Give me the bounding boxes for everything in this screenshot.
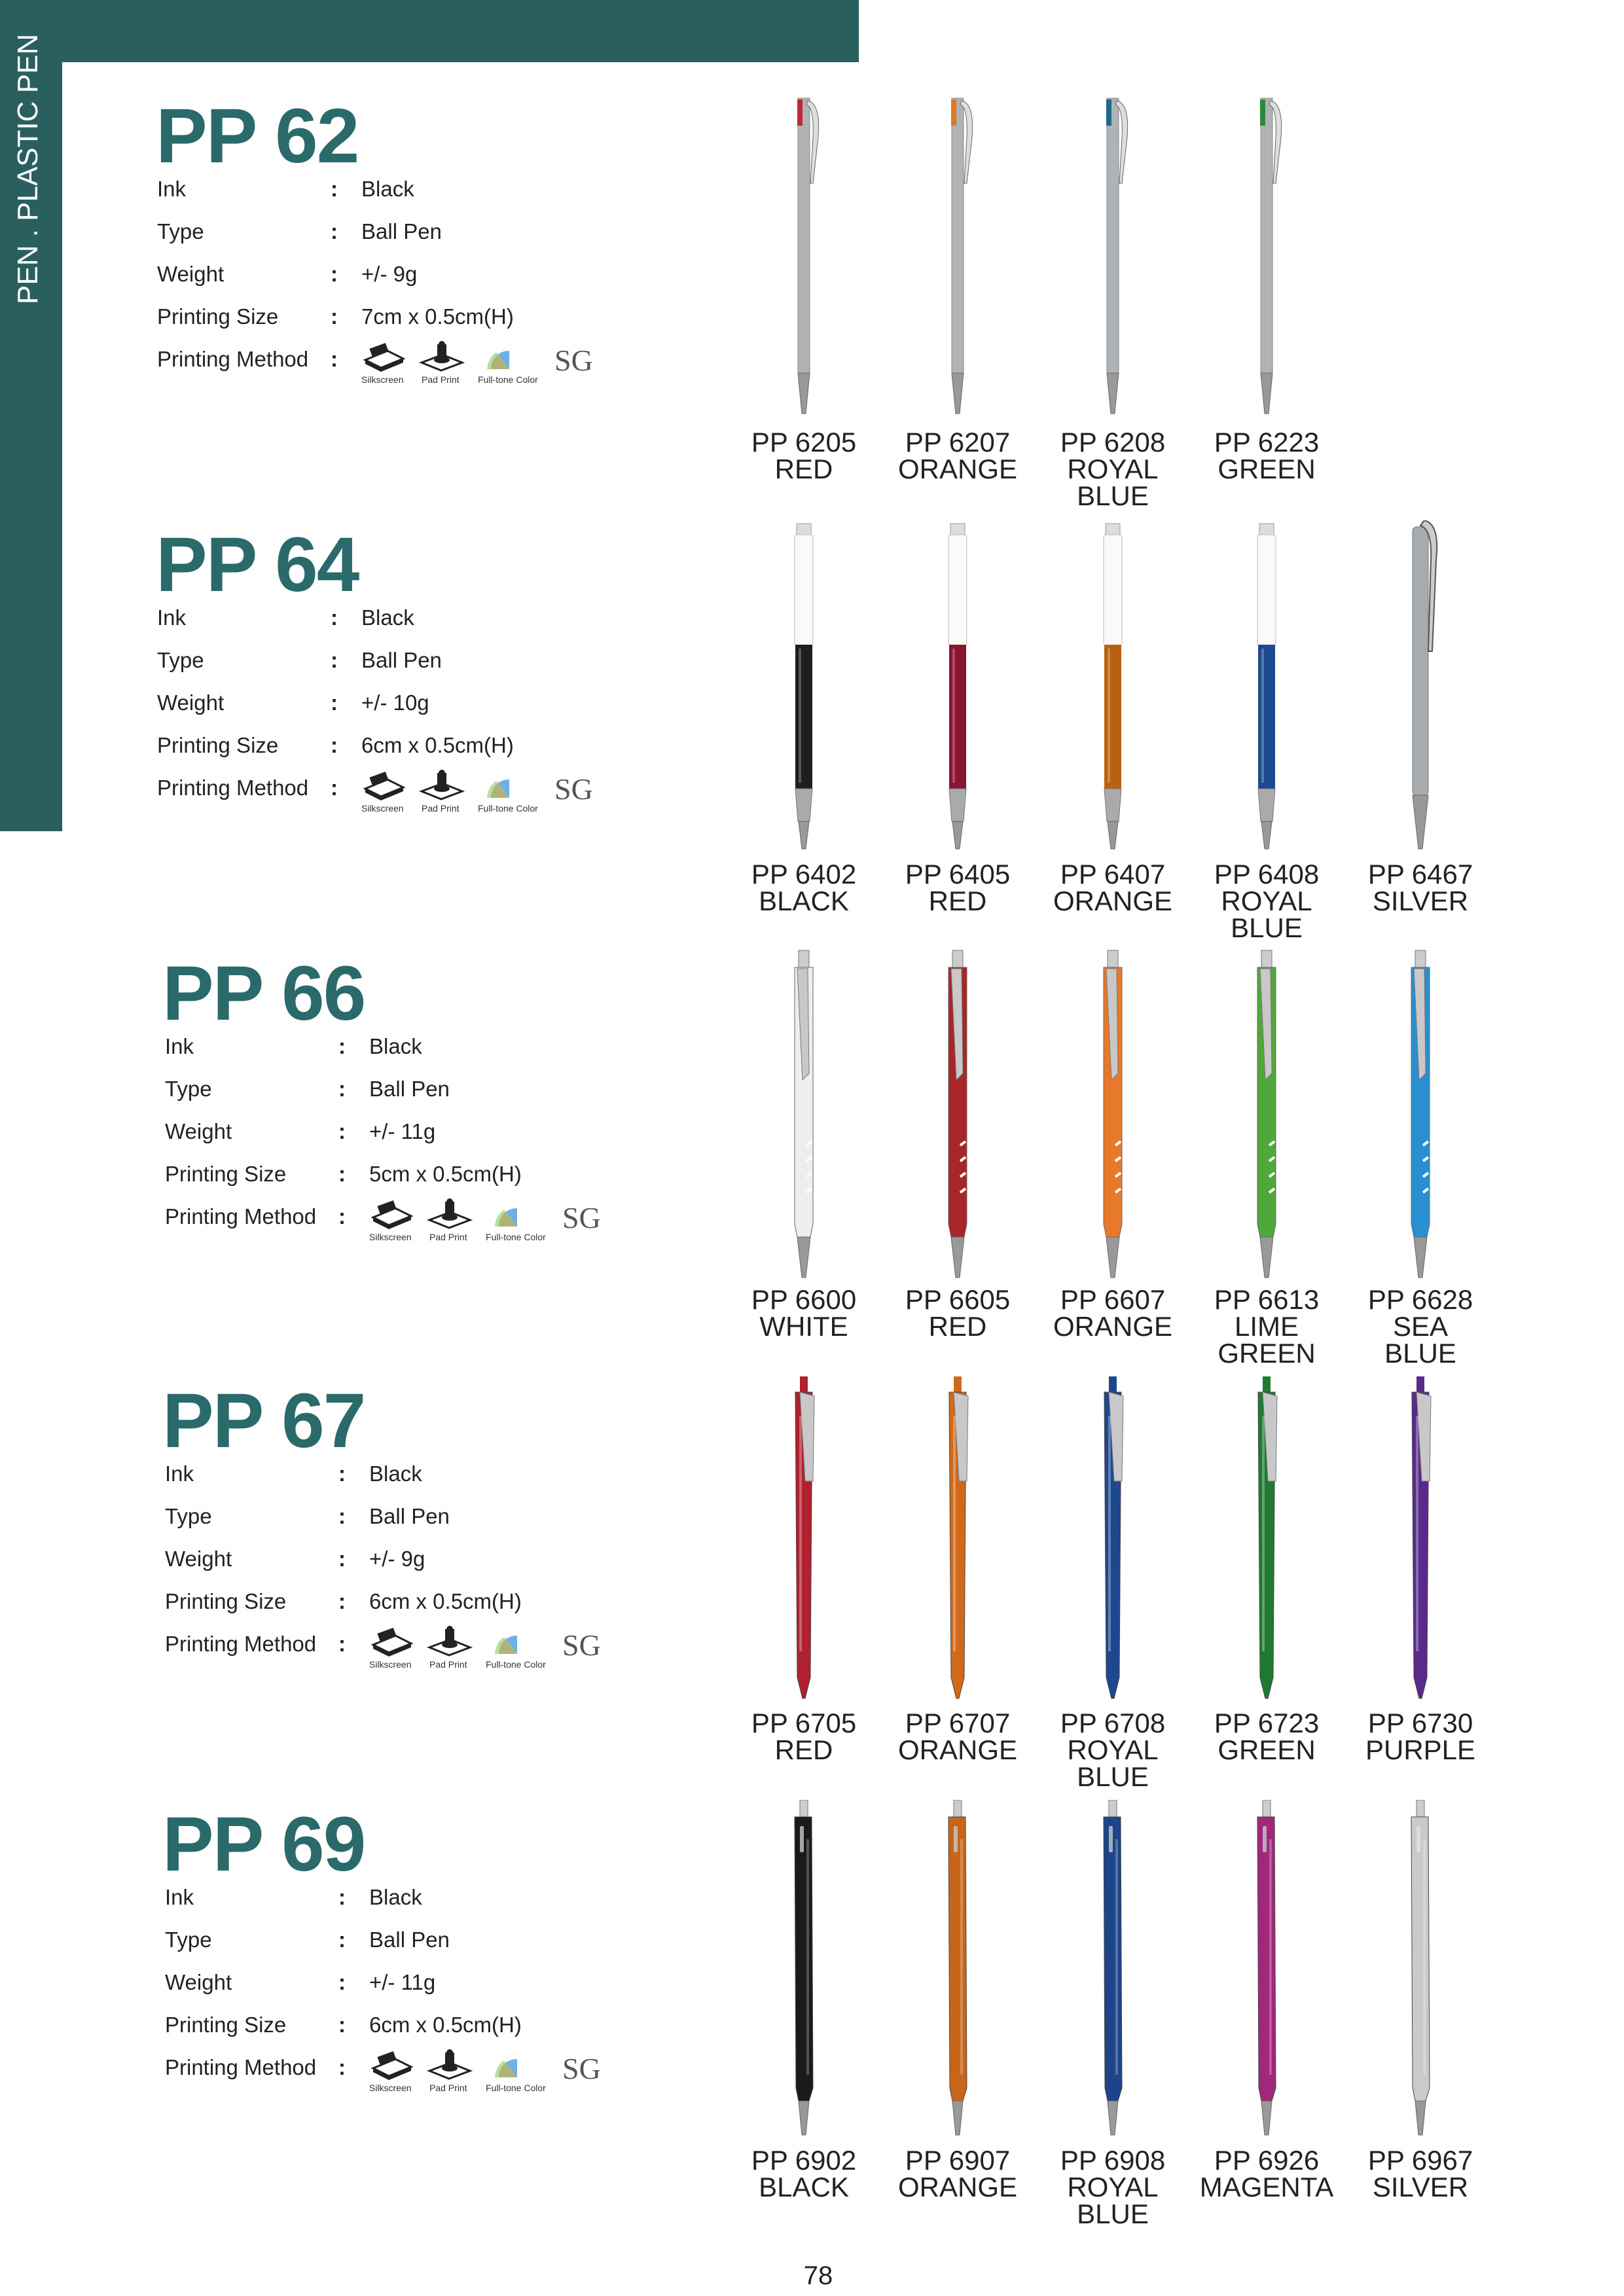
pen-caption <box>1038 2147 1188 2227</box>
pen-caption <box>1345 861 1496 914</box>
pen-image <box>938 1800 977 2140</box>
pen-image <box>1401 520 1440 854</box>
spec-value: 6cm x 0.5cm(H) <box>369 1589 522 1613</box>
spec-label: Weight <box>157 262 225 286</box>
spec-label: Printing Size <box>165 1589 287 1613</box>
method-caption: Silkscreen <box>369 2083 412 2093</box>
pen-code: PP 6467 <box>1367 859 1473 889</box>
pen-image <box>1093 949 1132 1283</box>
method-caption: Full-tone Color <box>486 2083 546 2093</box>
pen-color-name: BLUE <box>1077 480 1149 511</box>
full-tone-color-icon <box>478 340 530 373</box>
pen-caption <box>1191 1286 1342 1367</box>
method-caption: Full-tone Color <box>478 374 538 385</box>
pen-code: PP 6223 <box>1214 427 1320 457</box>
spec-colon: : <box>338 1077 346 1101</box>
pen-color-name: ROYAL <box>1067 1734 1159 1765</box>
header-band <box>0 0 859 62</box>
method-caption: Full-tone Color <box>486 1659 546 1670</box>
pen-color-name: BLUE <box>1384 1338 1456 1369</box>
printing-method-icons <box>361 340 593 393</box>
printing-method-icons <box>369 1625 601 1677</box>
pen-caption <box>1345 1286 1496 1367</box>
pen-caption <box>1038 1710 1188 1790</box>
pen-color-name: BLUE <box>1077 2198 1149 2229</box>
pen-image <box>1247 92 1286 419</box>
sg-logo: SG <box>554 344 593 377</box>
spec-value: +/- 10g <box>361 691 429 715</box>
pen-image <box>938 949 977 1283</box>
pen-caption <box>1191 1710 1342 1763</box>
pen-color-name: ROYAL <box>1067 2172 1159 2202</box>
pen-image <box>1401 1800 1440 2140</box>
pen-image <box>1247 520 1286 854</box>
spec-value: Black <box>369 1034 422 1058</box>
spec-value: Black <box>369 1885 422 1909</box>
spec-colon: : <box>338 1632 346 1656</box>
pen-image <box>1247 1376 1286 1704</box>
pen-color-name: BLUE <box>1077 1761 1149 1792</box>
spec-value: Ball Pen <box>369 1928 450 1952</box>
pen-image <box>1401 949 1440 1283</box>
model-title: PP 69 <box>162 1801 365 1888</box>
pen-caption <box>729 861 879 914</box>
model-title: PP 66 <box>162 950 365 1037</box>
sg-logo: SG <box>554 772 593 806</box>
pen-caption <box>729 1286 879 1340</box>
model-title: PP 67 <box>162 1378 365 1464</box>
pen-code: PP 6402 <box>751 859 857 889</box>
pen-caption <box>1038 861 1188 914</box>
spec-value: Ball Pen <box>369 1077 450 1101</box>
full-tone-color-icon <box>486 2049 538 2081</box>
method-caption: Silkscreen <box>361 374 404 385</box>
pen-image <box>784 520 823 854</box>
spec-colon: : <box>338 1885 346 1909</box>
spec-colon: : <box>338 1462 346 1486</box>
pen-code: PP 6405 <box>905 859 1011 889</box>
pad-print-icon <box>427 1625 479 1658</box>
pen-image <box>784 92 823 419</box>
pen-code: PP 6205 <box>751 427 857 457</box>
pen-code: PP 6708 <box>1060 1708 1166 1738</box>
pen-image <box>784 949 823 1283</box>
silkscreen-icon <box>369 2049 422 2081</box>
pen-image <box>938 520 977 854</box>
spec-label: Printing Size <box>157 733 279 757</box>
pen-color-name: GREEN <box>1218 454 1316 484</box>
spec-value: Ball Pen <box>369 1504 450 1528</box>
pen-code: PP 6705 <box>751 1708 857 1738</box>
spec-label: Type <box>157 648 204 672</box>
spec-label: Printing Method <box>157 347 309 371</box>
pen-caption <box>882 1286 1033 1340</box>
pen-caption <box>882 1710 1033 1763</box>
pen-code: PP 6723 <box>1214 1708 1320 1738</box>
pen-caption <box>729 2147 879 2200</box>
spec-colon: : <box>338 1162 346 1186</box>
pen-color-name: RED <box>928 886 987 916</box>
pen-color-name: ORANGE <box>897 454 1018 484</box>
spec-colon: : <box>338 1928 346 1952</box>
spec-colon: : <box>338 1547 346 1571</box>
pen-color-name: BLUE <box>1231 912 1303 943</box>
spec-value: Black <box>361 177 414 201</box>
pen-caption <box>729 429 879 482</box>
spec-value: 5cm x 0.5cm(H) <box>369 1162 522 1186</box>
spec-colon: : <box>331 648 338 672</box>
spec-colon: : <box>338 1204 346 1229</box>
pen-color-name: ORANGE <box>1053 1311 1173 1342</box>
spec-label: Weight <box>165 1119 232 1143</box>
pen-image <box>1247 949 1286 1283</box>
spec-label: Type <box>157 219 204 243</box>
pen-image <box>1247 1800 1286 2140</box>
pen-caption <box>1038 429 1188 509</box>
pen-image <box>1401 1376 1440 1704</box>
pen-code: PP 6407 <box>1060 859 1166 889</box>
full-tone-color-icon <box>486 1625 538 1658</box>
printing-method-icons <box>369 1198 601 1250</box>
pen-code: PP 6628 <box>1367 1284 1473 1315</box>
pen-image <box>1093 1376 1132 1704</box>
pen-color-name: RED <box>774 1734 833 1765</box>
pen-code: PP 6207 <box>905 427 1011 457</box>
pen-caption <box>1191 2147 1342 2200</box>
spec-colon: : <box>338 1034 346 1058</box>
spec-colon: : <box>338 1119 346 1143</box>
pen-image <box>784 1800 823 2140</box>
silkscreen-icon <box>369 1198 422 1230</box>
spec-value: +/- 9g <box>369 1547 425 1571</box>
product-section <box>0 949 753 1368</box>
spec-label: Weight <box>165 1547 232 1571</box>
spec-label: Printing Method <box>165 1632 317 1656</box>
pad-print-icon <box>419 340 471 373</box>
pen-color-name: BLACK <box>759 2172 849 2202</box>
product-section <box>0 1376 753 1795</box>
spec-label: Type <box>165 1077 212 1101</box>
pen-color-name: RED <box>774 454 833 484</box>
spec-colon: : <box>331 262 338 286</box>
spec-label: Ink <box>165 1885 194 1909</box>
pen-color-name: SEA <box>1392 1311 1449 1342</box>
spec-value: Black <box>361 605 414 630</box>
spec-value: +/- 11g <box>369 1970 436 1994</box>
pen-color-name: WHITE <box>759 1311 848 1342</box>
pad-print-icon <box>427 2049 479 2081</box>
full-tone-color-icon <box>478 769 530 802</box>
pen-color-name: LIME <box>1234 1311 1299 1342</box>
pen-caption <box>1191 429 1342 482</box>
spec-colon: : <box>331 733 338 757</box>
pen-image <box>938 1376 977 1704</box>
full-tone-color-icon <box>486 1198 538 1230</box>
pen-code: PP 6607 <box>1060 1284 1166 1315</box>
silkscreen-icon <box>361 340 414 373</box>
pen-caption <box>882 861 1033 914</box>
sg-logo: SG <box>562 1628 601 1662</box>
spec-label: Printing Size <box>165 2013 287 2037</box>
pen-color-name: ROYAL <box>1067 454 1159 484</box>
spec-colon: : <box>331 347 338 371</box>
pen-image <box>1093 1800 1132 2140</box>
pen-image <box>1093 520 1132 854</box>
pen-color-name: GREEN <box>1218 1734 1316 1765</box>
pen-code: PP 6408 <box>1214 859 1320 889</box>
pad-print-icon <box>427 1198 479 1230</box>
spec-value: Black <box>369 1462 422 1486</box>
printing-method-icons <box>361 769 593 821</box>
spec-label: Ink <box>165 1462 194 1486</box>
spec-colon: : <box>338 1970 346 1994</box>
product-section <box>0 1800 753 2219</box>
spec-value: 7cm x 0.5cm(H) <box>361 304 514 329</box>
method-caption: Full-tone Color <box>478 803 538 814</box>
pen-image <box>938 92 977 419</box>
pen-code: PP 6902 <box>751 2145 857 2176</box>
spec-colon: : <box>331 776 338 800</box>
pen-code: PP 6600 <box>751 1284 857 1315</box>
pen-color-name: ORANGE <box>897 2172 1018 2202</box>
pen-color-name: SILVER <box>1372 886 1469 916</box>
spec-colon: : <box>331 691 338 715</box>
product-section <box>0 92 753 511</box>
pen-code: PP 6707 <box>905 1708 1011 1738</box>
pen-caption <box>1191 861 1342 941</box>
silkscreen-icon <box>361 769 414 802</box>
pen-color-name: MAGENTA <box>1199 2172 1334 2202</box>
model-title: PP 64 <box>156 522 359 608</box>
method-caption: Pad Print <box>429 1232 467 1242</box>
method-caption: Silkscreen <box>369 1659 412 1670</box>
pen-code: PP 6613 <box>1214 1284 1320 1315</box>
model-title: PP 62 <box>156 93 359 179</box>
method-caption: Silkscreen <box>361 803 404 814</box>
spec-colon: : <box>338 2055 346 2079</box>
pen-color-name: BLACK <box>759 886 849 916</box>
spec-label: Weight <box>157 691 225 715</box>
pen-code: PP 6967 <box>1367 2145 1473 2176</box>
spec-value: Ball Pen <box>361 219 442 243</box>
spec-label: Type <box>165 1928 212 1952</box>
pen-caption <box>729 1710 879 1763</box>
spec-label: Printing Size <box>165 1162 287 1186</box>
spec-label: Printing Method <box>165 1204 317 1229</box>
spec-label: Ink <box>165 1034 194 1058</box>
silkscreen-icon <box>369 1625 422 1658</box>
pen-color-name: SILVER <box>1372 2172 1469 2202</box>
pen-color-name: GREEN <box>1218 1338 1316 1369</box>
pen-caption <box>1345 2147 1496 2200</box>
pen-caption <box>1038 1286 1188 1340</box>
spec-colon: : <box>331 177 338 201</box>
pad-print-icon <box>419 769 471 802</box>
method-caption: Pad Print <box>422 374 460 385</box>
pen-code: PP 6907 <box>905 2145 1011 2176</box>
pen-code: PP 6926 <box>1214 2145 1320 2176</box>
category-label: PEN . PLASTIC PEN <box>12 33 44 304</box>
pen-color-name: PURPLE <box>1365 1734 1476 1765</box>
method-caption: Silkscreen <box>369 1232 412 1242</box>
pen-color-name: ORANGE <box>1053 886 1173 916</box>
spec-label: Printing Method <box>165 2055 317 2079</box>
spec-label: Printing Method <box>157 776 309 800</box>
pen-code: PP 6730 <box>1367 1708 1473 1738</box>
pen-color-name: ORANGE <box>897 1734 1018 1765</box>
pen-caption <box>882 2147 1033 2200</box>
pen-code: PP 6605 <box>905 1284 1011 1315</box>
product-section <box>0 520 753 939</box>
pen-caption <box>882 429 1033 482</box>
sg-logo: SG <box>562 2052 601 2085</box>
pen-color-name: ROYAL <box>1221 886 1312 916</box>
spec-colon: : <box>331 219 338 243</box>
pen-code: PP 6908 <box>1060 2145 1166 2176</box>
spec-colon: : <box>338 1589 346 1613</box>
sg-logo: SG <box>562 1201 601 1234</box>
pen-color-name: RED <box>928 1311 987 1342</box>
method-caption: Pad Print <box>429 1659 467 1670</box>
spec-value: +/- 11g <box>369 1119 436 1143</box>
spec-value: 6cm x 0.5cm(H) <box>369 2013 522 2037</box>
spec-label: Weight <box>165 1970 232 1994</box>
pen-caption <box>1345 1710 1496 1763</box>
page-number: 78 <box>803 2261 833 2290</box>
method-caption: Pad Print <box>429 2083 467 2093</box>
pen-image <box>784 1376 823 1704</box>
pen-image <box>1093 92 1132 419</box>
spec-value: Ball Pen <box>361 648 442 672</box>
spec-colon: : <box>331 605 338 630</box>
printing-method-icons <box>369 2049 601 2101</box>
spec-label: Printing Size <box>157 304 279 329</box>
method-caption: Full-tone Color <box>486 1232 546 1242</box>
spec-label: Ink <box>157 605 187 630</box>
spec-colon: : <box>338 1504 346 1528</box>
spec-value: 6cm x 0.5cm(H) <box>361 733 514 757</box>
spec-label: Ink <box>157 177 187 201</box>
spec-colon: : <box>331 304 338 329</box>
pen-code: PP 6208 <box>1060 427 1166 457</box>
spec-label: Type <box>165 1504 212 1528</box>
method-caption: Pad Print <box>422 803 460 814</box>
spec-value: +/- 9g <box>361 262 418 286</box>
spec-colon: : <box>338 2013 346 2037</box>
